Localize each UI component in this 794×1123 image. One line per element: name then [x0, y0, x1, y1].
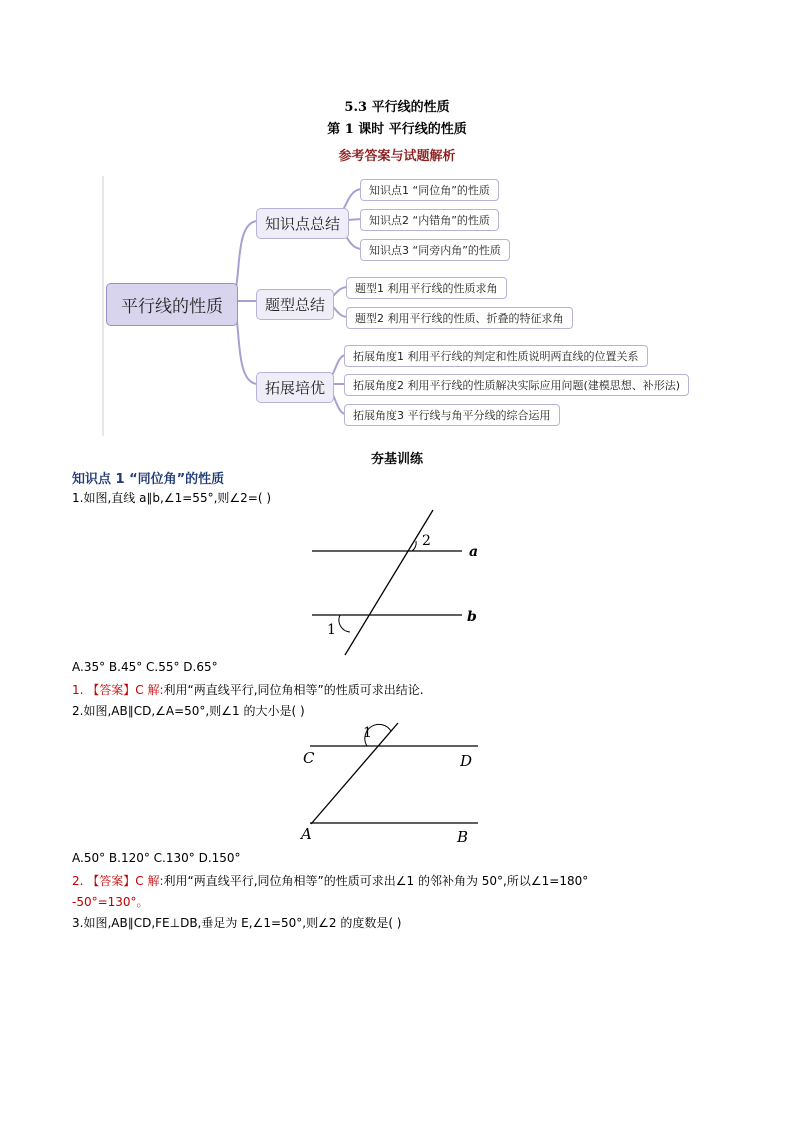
- mindmap-item: 题型1 利用平行线的性质求角: [346, 277, 507, 299]
- mindmap-branch-question-types: 题型总结: [256, 289, 334, 320]
- mindmap-item: 知识点1 “同位角”的性质: [360, 179, 499, 201]
- knowledge-point-heading: 知识点 1 “同位角”的性质: [72, 472, 225, 487]
- q2-answer-continuation: -50°=130°。: [72, 895, 149, 909]
- q1-answer-prefix: 1. 【答案】C 解:: [72, 683, 164, 697]
- section-title: 5.3 平行线的性质: [344, 100, 450, 115]
- q1-angle2-label: 2: [422, 533, 431, 549]
- q1-answer: [72, 681, 424, 698]
- mindmap-item: 题型2 利用平行线的性质、折叠的特征求角: [346, 307, 573, 329]
- mindmap-root: 平行线的性质: [106, 283, 238, 326]
- q2-options: A.50° B.120° C.130° D.150°: [72, 851, 241, 865]
- q2-answer: [72, 872, 588, 889]
- q2-point-D: D: [460, 752, 473, 770]
- mindmap-branch-extension: 拓展培优: [256, 372, 334, 403]
- mindmap-item: 拓展角度3 平行线与角平分线的综合运用: [344, 404, 560, 426]
- mindmap: [0, 0, 794, 440]
- mindmap-branch-knowledge: 知识点总结: [256, 208, 349, 239]
- q1-angle1-label: 1: [327, 622, 336, 638]
- mindmap-item: 拓展角度2 利用平行线的性质解决实际应用问题(建模思想、补形法): [344, 374, 689, 396]
- q2-answer-prefix: 2. 【答案】C 解:: [72, 874, 164, 888]
- mindmap-item: 知识点2 “内错角”的性质: [360, 209, 499, 231]
- q1-line-a-label: a: [469, 544, 479, 560]
- section-heading: 夯基训练: [370, 452, 423, 467]
- q1-options: A.35° B.45° C.55° D.65°: [72, 660, 218, 674]
- q2-angle1-label: 1: [363, 725, 372, 741]
- q1-answer-body: 利用“两直线平行,同位角相等”的性质可求出结论.: [163, 683, 424, 697]
- lesson-title: 第 1 课时 平行线的性质: [327, 122, 467, 137]
- mindmap-item: 拓展角度1 利用平行线的判定和性质说明两直线的位置关系: [344, 345, 648, 367]
- q1-figure: [300, 505, 500, 660]
- q2-figure: [295, 718, 485, 848]
- q1-stem: 1.如图,直线 a∥b,∠1=55°,则∠2=( ): [72, 491, 272, 505]
- q2-answer-body: 利用“两直线平行,同位角相等”的性质可求出∠1 的邻补角为 50°,所以∠1=180°: [163, 874, 589, 888]
- answer-subtitle: 参考答案与试题解析: [338, 149, 456, 164]
- q2-point-C: C: [303, 749, 315, 767]
- q1-line-b-label: b: [467, 609, 477, 625]
- q2-point-B: B: [457, 828, 469, 846]
- q2-point-A: A: [301, 825, 312, 843]
- mindmap-item: 知识点3 “同旁内角”的性质: [360, 239, 510, 261]
- q3-stem: 3.如图,AB∥CD,FE⊥DB,垂足为 E,∠1=50°,则∠2 的度数是( ): [72, 916, 402, 930]
- q2-stem: 2.如图,AB∥CD,∠A=50°,则∠1 的大小是( ): [72, 704, 305, 718]
